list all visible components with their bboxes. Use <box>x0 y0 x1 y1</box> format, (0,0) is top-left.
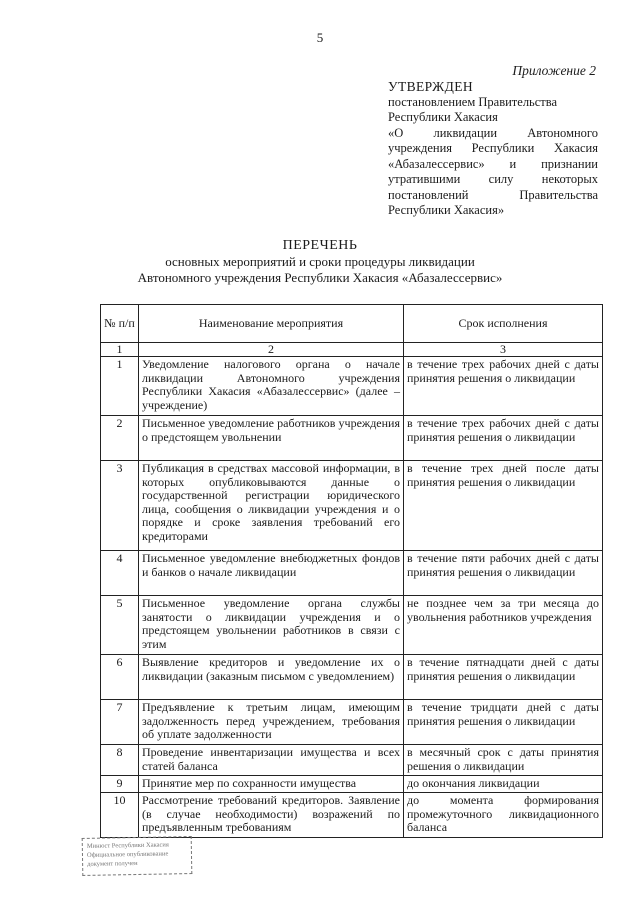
row-deadline: в течение трех дней после даты принятия решения о ликвидации <box>404 461 603 551</box>
document-subtitle: основных мероприятий и сроки процедуры ликвидации <box>165 254 475 269</box>
stamp-line: документ получен <box>87 859 138 868</box>
column-number-row <box>101 343 603 357</box>
approval-line: Республики Хакасия <box>388 110 498 124</box>
table-row <box>101 745 603 776</box>
document-heading <box>0 238 640 286</box>
column-header-num: № п/п <box>101 305 139 343</box>
table-row <box>101 793 603 838</box>
approval-title: УТВЕРЖДЕН <box>388 79 473 94</box>
row-number: 10 <box>101 793 139 838</box>
row-measure: Выявление кредиторов и уведомление их о ликвидации (заказным письмом с уведомлением) <box>139 655 404 700</box>
stamp-line: Минюст Республики Хакасия <box>86 841 169 850</box>
approval-line: постановлением Правительства <box>388 94 558 109</box>
approval-line: постановлений Правительства <box>388 187 598 202</box>
approval-line: «О ликвидации Автономного <box>388 125 598 140</box>
row-measure: Предъявление к третьим лицам, имеющим задолженность перед учреждением, требования об уплате задолженности <box>139 700 404 745</box>
row-deadline: в течение пятнадцати дней с даты принятия решения о ликвидации <box>404 655 603 700</box>
row-measure: Письменное уведомление внебюджетных фондов и банков о начале ликвидации <box>139 551 404 596</box>
table-row <box>101 776 603 793</box>
column-number: 2 <box>139 343 404 357</box>
approval-block <box>388 79 598 219</box>
column-number: 1 <box>101 343 139 357</box>
row-number: 6 <box>101 655 139 700</box>
column-header-deadline: Срок исполнения <box>404 305 603 343</box>
table-row <box>101 700 603 745</box>
row-number: 7 <box>101 700 139 745</box>
approval-line: Республики Хакасия» <box>388 203 505 217</box>
measures-table <box>100 304 603 838</box>
row-number: 8 <box>101 745 139 776</box>
stamp-line: Официальное опубликование <box>86 850 169 859</box>
column-number: 3 <box>404 343 603 357</box>
table-row <box>101 357 603 416</box>
row-measure: Публикация в средствах массовой информации, в которых опубликовываются данные о государственной регистрации юридического лица, сообщения о ликвидации учреждения и о порядке и сроке заявления требований его кредиторами <box>139 461 404 551</box>
column-header-name: Наименование мероприятия <box>139 305 404 343</box>
table-row <box>101 655 603 700</box>
row-number: 2 <box>101 416 139 461</box>
table-row <box>101 551 603 596</box>
document-title: ПЕРЕЧЕНЬ <box>282 238 358 253</box>
row-measure: Проведение инвентаризации имущества и всех статей баланса <box>139 745 404 776</box>
registration-stamp <box>82 836 193 876</box>
table-row <box>101 596 603 655</box>
row-deadline: в месячный срок с даты принятия решения о ликвидации <box>404 745 603 776</box>
row-measure: Письменное уведомление органа службы занятости о ликвидации учреждения и о предстоящем увольнении работников в связи с этим <box>139 596 404 655</box>
document-subtitle: Автономного учреждения Республики Хакасия «Абазалессервис» <box>137 270 503 285</box>
row-measure: Уведомление налогового органа о начале ликвидации Автономного учреждения Республики Хакасия «Абазалессервис» (далее – учреждение) <box>139 357 404 416</box>
approval-line: утратившими силу некоторых <box>388 172 598 186</box>
row-number: 9 <box>101 776 139 793</box>
table-row <box>101 461 603 551</box>
row-number: 5 <box>101 596 139 655</box>
row-deadline: в течение трех рабочих дней с даты принятия решения о ликвидации <box>404 416 603 461</box>
table-header-row <box>101 305 603 343</box>
page-number: 5 <box>316 30 324 45</box>
row-measure: Письменное уведомление работников учреждения о предстоящем увольнении <box>139 416 404 461</box>
row-deadline: в течение пяти рабочих дней с даты принятия решения о ликвидации <box>404 551 603 596</box>
row-deadline: не позднее чем за три месяца до увольнения работников учреждения <box>404 596 603 655</box>
row-measure: Принятие мер по сохранности имущества <box>139 776 404 793</box>
row-deadline: до окончания ликвидации <box>404 776 603 793</box>
row-measure: Рассмотрение требований кредиторов. Заявление (в случае необходимости) возражений по предъявленным требованиям <box>139 793 404 838</box>
row-number: 1 <box>101 357 139 416</box>
row-deadline: до момента формирования промежуточного ликвидационного баланса <box>404 793 603 838</box>
row-deadline: в течение трех рабочих дней с даты принятия решения о ликвидации <box>404 357 603 416</box>
row-number: 4 <box>101 551 139 596</box>
approval-line: «Абазалессервис» и признании <box>388 156 598 171</box>
row-number: 3 <box>101 461 139 551</box>
appendix-label: Приложение 2 <box>512 63 596 78</box>
table-row <box>101 416 603 461</box>
row-deadline: в течение тридцати дней с даты принятия решения о ликвидации <box>404 700 603 745</box>
approval-line: учреждения Республики Хакасия <box>388 141 598 155</box>
